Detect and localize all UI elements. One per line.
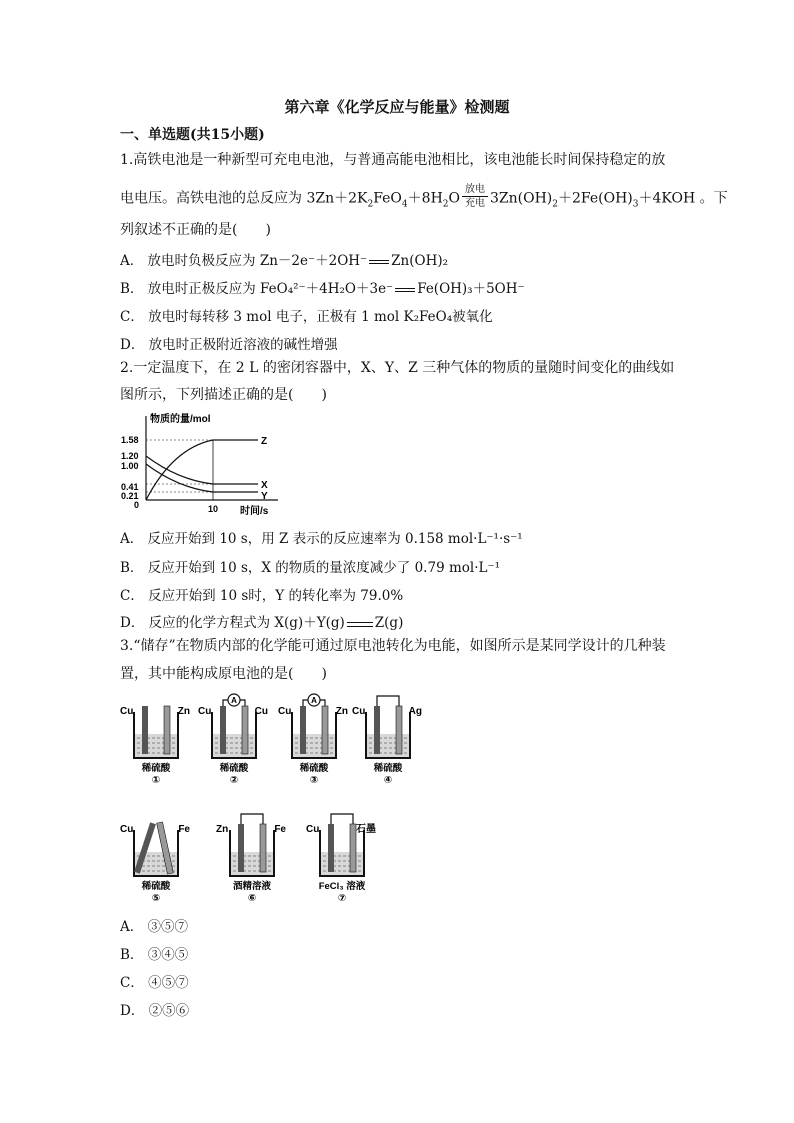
electrode-left-label: Cu	[120, 706, 134, 717]
electrode-left-label: Cu	[120, 824, 134, 835]
q1-option-b[interactable]: B． 放电时正极反应为 FeO₄²⁻＋4H₂O＋3e⁻ Fe(OH)₃＋5OH⁻	[120, 281, 525, 297]
electrode-right-label: Cu	[254, 706, 268, 717]
cell-device-1	[120, 692, 190, 784]
series-y-line	[146, 464, 258, 492]
device-number: ④	[383, 775, 393, 784]
electrode-right-label: Fe	[178, 824, 190, 835]
q1-option-d[interactable]: D． 放电时正极附近溶液的碱性增强	[120, 337, 338, 353]
q3-stem-line1: 3.“储存”在物质内部的化学能可通过原电池转化为电能，如图所示是某同学设计的几种装	[120, 638, 666, 654]
electrode-left-label: Cu	[306, 824, 320, 835]
chart-tick-x-10: 10	[208, 504, 219, 514]
series-z-line	[146, 440, 258, 500]
cell-device-6	[216, 810, 286, 902]
device-number: ⑥	[247, 893, 257, 902]
electrode-left-label: Zn	[216, 824, 229, 835]
electrode-right-label: Fe	[274, 824, 286, 835]
q1-option-a[interactable]: A． 放电时负极反应为 Zn－2e⁻＋2OH⁻ Zn(OH)₂	[120, 253, 449, 269]
cell-device-3	[278, 692, 348, 784]
solution-label: 稀硫酸	[219, 763, 249, 774]
q3-option-d[interactable]: D． ②⑤⑥	[120, 1003, 190, 1019]
q2-option-a[interactable]: A． 反应开始到 10 s，用 Z 表示的反应速率为 0.158 mol·L⁻¹·s⁻¹	[120, 531, 523, 547]
cell-device-5	[120, 810, 190, 902]
q3-option-c[interactable]: C． ④⑤⑦	[120, 975, 189, 991]
q2-option-d[interactable]: D． 反应的化学方程式为 X(g)＋Y(g) Z(g)	[120, 615, 404, 631]
device-number: ①	[151, 775, 161, 784]
electrode-left-label: Cu	[278, 706, 292, 717]
electrode-right-label: Zn	[335, 706, 348, 717]
electrode-left-label: Cu	[198, 706, 212, 717]
series-label-y: Y	[261, 491, 268, 502]
q3-option-b[interactable]: B． ③④⑤	[120, 947, 189, 963]
device-number: ⑤	[151, 893, 161, 902]
q1-stem-line2: 电电压。高铁电池的总反应为 $3Zn+2K_2FeO_4+8H_2O$放电 充电 $3Zn(OH)_2+2Fe(OH)_3+4KOH$ 。下	[120, 184, 728, 210]
q2-stem-line1: 2.一定温度下，在 2 L 的密闭容器中，X、Y、Z 三种气体的物质的量随时间变化的曲线如	[120, 360, 675, 376]
ammeter-label: A	[311, 696, 317, 705]
electrode-right-label: Zn	[177, 706, 190, 717]
electrode-right-label: 石墨	[356, 824, 376, 835]
device-number: ⑦	[337, 893, 347, 902]
ammeter-label: A	[231, 696, 237, 705]
electrode-left-label: Cu	[352, 706, 366, 717]
solution-label: FeCl₃ 溶液	[318, 881, 366, 892]
reaction-condition: 放电 充电	[462, 184, 488, 209]
series-label-x: X	[261, 480, 268, 491]
cell-device-7	[306, 810, 376, 902]
section-heading: 一、单选题(共15小题)	[120, 127, 265, 143]
solution-label: 稀硫酸	[373, 763, 403, 774]
q2-option-b[interactable]: B． 反应开始到 10 s，X 的物质的量浓度减少了 0.79 mol·L⁻¹	[120, 560, 500, 576]
chart-tick-y-1-00: 1.00	[121, 461, 139, 471]
page-title: 第六章《化学反应与能量》检测题	[284, 98, 510, 116]
q3-option-a[interactable]: A． ③⑤⑦	[120, 919, 189, 935]
solution-label: 酒精溶液	[232, 881, 272, 892]
electrode-right-label: Ag	[408, 706, 422, 717]
device-number: ②	[229, 775, 239, 784]
chart-tick-y-0-41: 0.41	[121, 482, 139, 492]
q1-stem-line3: 列叙述不正确的是( )	[120, 222, 271, 238]
amount-time-chart	[118, 408, 288, 520]
series-label-z: Z	[261, 436, 268, 447]
cell-device-2	[198, 692, 268, 784]
series-x-line	[146, 456, 258, 484]
chart-ylabel: 物质的量/mol	[150, 414, 211, 425]
chart-tick-y-0-21: 0.21	[121, 491, 139, 501]
solution-label: 稀硫酸	[299, 763, 329, 774]
q1-stem-line1: 1.高铁电池是一种新型可充电电池，与普通高能电池相比，该电池能长时间保持稳定的放	[120, 152, 666, 168]
chart-xlabel: 时间/s	[240, 506, 269, 517]
chart-tick-y-1-58: 1.58	[121, 435, 139, 445]
device-number: ③	[309, 775, 319, 784]
chart-tick-y-1-20: 1.20	[121, 451, 139, 461]
cell-device-4	[352, 692, 422, 784]
cell-devices-figure	[120, 692, 420, 900]
q3-stem-line2: 置，其中能构成原电池的是( )	[120, 666, 327, 682]
solution-label: 稀硫酸	[141, 763, 171, 774]
chart-tick-y-0: 0	[134, 500, 140, 510]
solution-label: 稀硫酸	[141, 881, 171, 892]
q2-stem-line2: 图所示，下列描述正确的是( )	[120, 387, 327, 403]
q1-option-c[interactable]: C． 放电时每转移 3 mol 电子，正极有 1 mol K₂FeO₄被氧化	[120, 309, 493, 325]
q2-option-c[interactable]: C． 反应开始到 10 s时，Y 的转化率为 79.0%	[120, 588, 404, 604]
